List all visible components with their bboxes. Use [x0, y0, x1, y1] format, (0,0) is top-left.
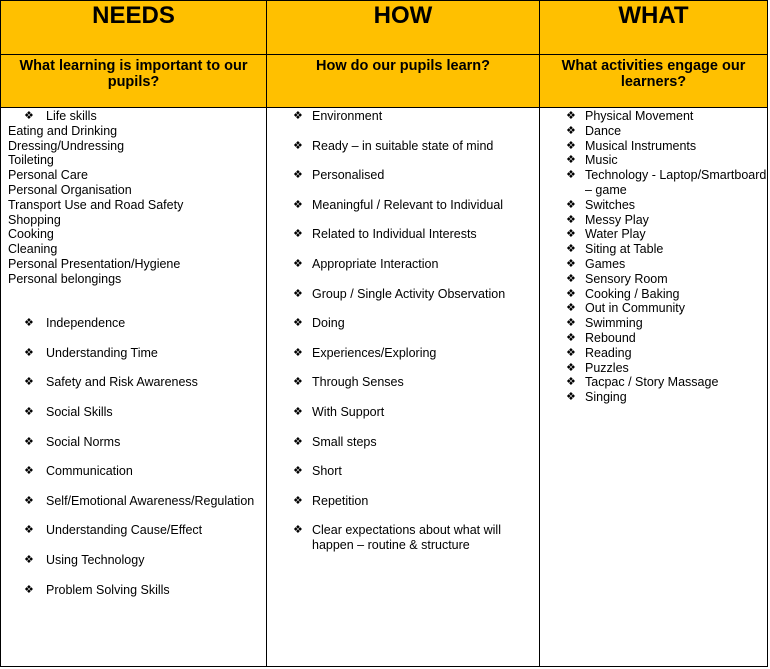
diamond-bullet-icon: ❖	[566, 287, 576, 300]
diamond-bullet-icon: ❖	[566, 243, 576, 256]
list-item-text: Out in Community	[585, 301, 686, 316]
list-item	[1, 464, 266, 479]
diamond-bullet-icon: ❖	[293, 110, 303, 122]
list-item-text: Tacpac / Story Massage	[585, 375, 719, 390]
list-item-text: Sensory Room	[585, 271, 668, 286]
diamond-bullet-icon: ❖	[566, 361, 576, 374]
list-item-text: Meaningful / Relevant to Individual	[312, 197, 504, 212]
list-item-text: Short	[312, 464, 342, 479]
list-item	[267, 464, 539, 479]
diamond-bullet-icon: ❖	[566, 346, 576, 359]
diamond-bullet-icon: ❖	[293, 169, 303, 182]
life-skill-item: Cleaning	[8, 242, 58, 257]
list-item-text: Problem Solving Skills	[46, 582, 170, 597]
list-item	[540, 242, 767, 257]
diamond-bullet-icon: ❖	[24, 405, 34, 418]
list-item	[267, 168, 539, 183]
list-item-text: Self/Emotional Awareness/Regulation	[46, 493, 255, 508]
list-item-text: Social Norms	[46, 434, 121, 449]
list-item	[267, 287, 539, 302]
list-item	[267, 405, 539, 420]
list-item	[267, 435, 539, 450]
diamond-bullet-icon: ❖	[24, 317, 34, 330]
needs-column	[1, 1, 266, 666]
diamond-bullet-icon: ❖	[293, 376, 303, 389]
list-item-text: With Support	[312, 404, 385, 419]
list-item	[540, 213, 767, 228]
what-header: WHAT	[540, 1, 767, 55]
diamond-bullet-icon: ❖	[566, 154, 576, 167]
diamond-bullet-icon: ❖	[24, 435, 34, 448]
list-item-text: Personalised	[312, 168, 385, 183]
diamond-bullet-icon: ❖	[293, 435, 303, 448]
diamond-bullet-icon: ❖	[24, 376, 34, 389]
life-skill-item: Personal belongings	[8, 271, 122, 286]
list-item-text: Safety and Risk Awareness	[46, 375, 198, 390]
life-skill-item: Eating and Drinking	[8, 123, 118, 138]
life-skill-item: Toileting	[8, 153, 54, 168]
list-item-text: Social Skills	[46, 404, 113, 419]
diamond-bullet-icon: ❖	[24, 524, 34, 537]
life-skill-item: Dressing/Undressing	[8, 138, 125, 153]
list-item	[1, 435, 266, 450]
list-item	[540, 390, 767, 405]
what-column	[539, 1, 767, 666]
diamond-bullet-icon: ❖	[293, 317, 303, 330]
list-item-text: Singing	[585, 390, 627, 405]
list-item	[540, 287, 767, 302]
list-item	[267, 494, 539, 509]
diamond-bullet-icon: ❖	[293, 524, 303, 537]
list-item	[540, 139, 767, 154]
list-item-text: Rebound	[585, 330, 636, 345]
diamond-bullet-icon: ❖	[293, 287, 303, 300]
list-item	[540, 168, 767, 198]
life-skills-list	[1, 124, 266, 287]
list-item	[540, 316, 767, 331]
list-item-text: Environment	[312, 109, 383, 123]
list-item-text: Understanding Time	[46, 345, 158, 360]
list-item	[540, 153, 767, 168]
list-item-text: Clear expectations about what will happen – routine & structure	[312, 523, 501, 553]
diamond-bullet-icon: ❖	[293, 405, 303, 418]
what-bullet-list	[540, 109, 767, 405]
needs-life-skills: Life skills	[46, 109, 97, 123]
needs-header: NEEDS	[1, 1, 266, 55]
list-item	[267, 139, 539, 154]
list-item	[267, 316, 539, 331]
life-skill-item: Transport Use and Road Safety	[8, 197, 184, 212]
list-item-text: Games	[585, 256, 626, 271]
list-item-text: Ready – in suitable state of mind	[312, 138, 494, 153]
list-item-text: Messy Play	[585, 212, 649, 227]
list-item	[267, 109, 539, 124]
diamond-bullet-icon: ❖	[293, 139, 303, 152]
list-item	[267, 198, 539, 213]
needs-question: What learning is important to our pupils?	[1, 55, 266, 108]
list-item-text: Small steps	[312, 434, 377, 449]
list-item-text: Physical Movement	[585, 109, 694, 123]
diamond-bullet-icon: ❖	[24, 553, 34, 566]
list-item-text: Group / Single Activity Observation	[312, 286, 506, 301]
list-item	[1, 553, 266, 568]
life-skill-item: Personal Organisation	[8, 182, 132, 197]
list-item	[540, 375, 767, 390]
diamond-bullet-icon: ❖	[293, 257, 303, 270]
list-item-text: Understanding Cause/Effect	[46, 523, 203, 538]
list-item	[1, 405, 266, 420]
diamond-bullet-icon: ❖	[566, 139, 576, 152]
list-item	[540, 109, 767, 124]
diamond-bullet-icon: ❖	[566, 169, 576, 182]
list-item-text: Switches	[585, 197, 636, 212]
list-item	[540, 346, 767, 361]
needs-bullet-list	[1, 316, 266, 597]
diamond-bullet-icon: ❖	[293, 465, 303, 478]
list-item-text: Related to Individual Interests	[312, 227, 477, 242]
diamond-bullet-icon: ❖	[293, 494, 303, 507]
list-item-text: Appropriate Interaction	[312, 256, 439, 271]
diamond-bullet-icon: ❖	[566, 331, 576, 344]
list-item	[1, 583, 266, 598]
list-item	[540, 124, 767, 139]
what-body	[540, 108, 767, 666]
list-item-text: Experiences/Exploring	[312, 345, 437, 360]
how-question: How do our pupils learn?	[267, 55, 539, 108]
list-item-text: Puzzles	[585, 360, 629, 375]
what-question: What activities engage our learners?	[540, 55, 767, 108]
list-item	[540, 227, 767, 242]
diamond-bullet-icon: ❖	[24, 346, 34, 359]
list-item-text: Doing	[312, 316, 345, 331]
diamond-bullet-icon: ❖	[566, 228, 576, 241]
list-item-text: Music	[585, 153, 618, 168]
diamond-bullet-icon: ❖	[566, 376, 576, 389]
list-item-text: Musical Instruments	[585, 138, 697, 153]
life-skill-item: Personal Care	[8, 168, 88, 183]
diamond-bullet-icon: ❖	[566, 198, 576, 211]
list-item	[1, 375, 266, 390]
list-item	[1, 523, 266, 538]
list-item	[540, 257, 767, 272]
list-item-text: Swimming	[585, 316, 643, 331]
list-item	[267, 227, 539, 242]
list-item-text: Siting at Table	[585, 242, 664, 257]
diamond-bullet-icon: ❖	[24, 465, 34, 478]
list-item	[540, 198, 767, 213]
list-item	[267, 346, 539, 361]
diamond-bullet-icon: ❖	[566, 391, 576, 404]
needs-body	[1, 108, 266, 666]
list-item-text: Cooking / Baking	[585, 286, 680, 301]
list-item-text: Dance	[585, 123, 622, 138]
list-item-text: Water Play	[585, 227, 646, 242]
how-column	[266, 1, 539, 666]
diamond-bullet-icon: ❖	[566, 257, 576, 270]
how-body	[267, 108, 539, 666]
list-item	[1, 494, 266, 509]
list-item	[267, 257, 539, 272]
diamond-bullet-icon: ❖	[24, 583, 34, 596]
diamond-bullet-icon: ❖	[293, 346, 303, 359]
diamond-bullet-icon: ❖	[24, 110, 34, 122]
diamond-bullet-icon: ❖	[24, 494, 34, 507]
list-item-text: Repetition	[312, 493, 369, 508]
list-item-text: Independence	[46, 316, 126, 331]
list-item-text: Using Technology	[46, 552, 145, 567]
list-item	[1, 316, 266, 331]
list-item	[540, 272, 767, 287]
diamond-bullet-icon: ❖	[566, 272, 576, 285]
diamond-bullet-icon: ❖	[293, 228, 303, 241]
life-skill-item: Personal Presentation/Hygiene	[8, 256, 181, 271]
diamond-bullet-icon: ❖	[566, 317, 576, 330]
diamond-bullet-icon: ❖	[566, 110, 576, 122]
diamond-bullet-icon: ❖	[566, 302, 576, 315]
list-item	[267, 523, 539, 553]
list-item	[540, 331, 767, 346]
list-item-text: Reading	[585, 345, 632, 360]
list-item	[540, 301, 767, 316]
list-item	[1, 109, 266, 124]
life-skill-item: Cooking	[8, 227, 54, 242]
list-item	[540, 361, 767, 376]
list-item-text: Through Senses	[312, 375, 404, 390]
list-item-text: Technology - Laptop/Smartboard – game	[585, 168, 767, 197]
list-item	[267, 375, 539, 390]
how-header: HOW	[267, 1, 539, 55]
life-skill-item: Shopping	[8, 212, 61, 227]
list-item	[1, 346, 266, 361]
diamond-bullet-icon: ❖	[566, 124, 576, 137]
diamond-bullet-icon: ❖	[293, 198, 303, 211]
how-bullet-list	[267, 109, 539, 553]
list-item-text: Communication	[46, 464, 133, 479]
diamond-bullet-icon: ❖	[566, 213, 576, 226]
